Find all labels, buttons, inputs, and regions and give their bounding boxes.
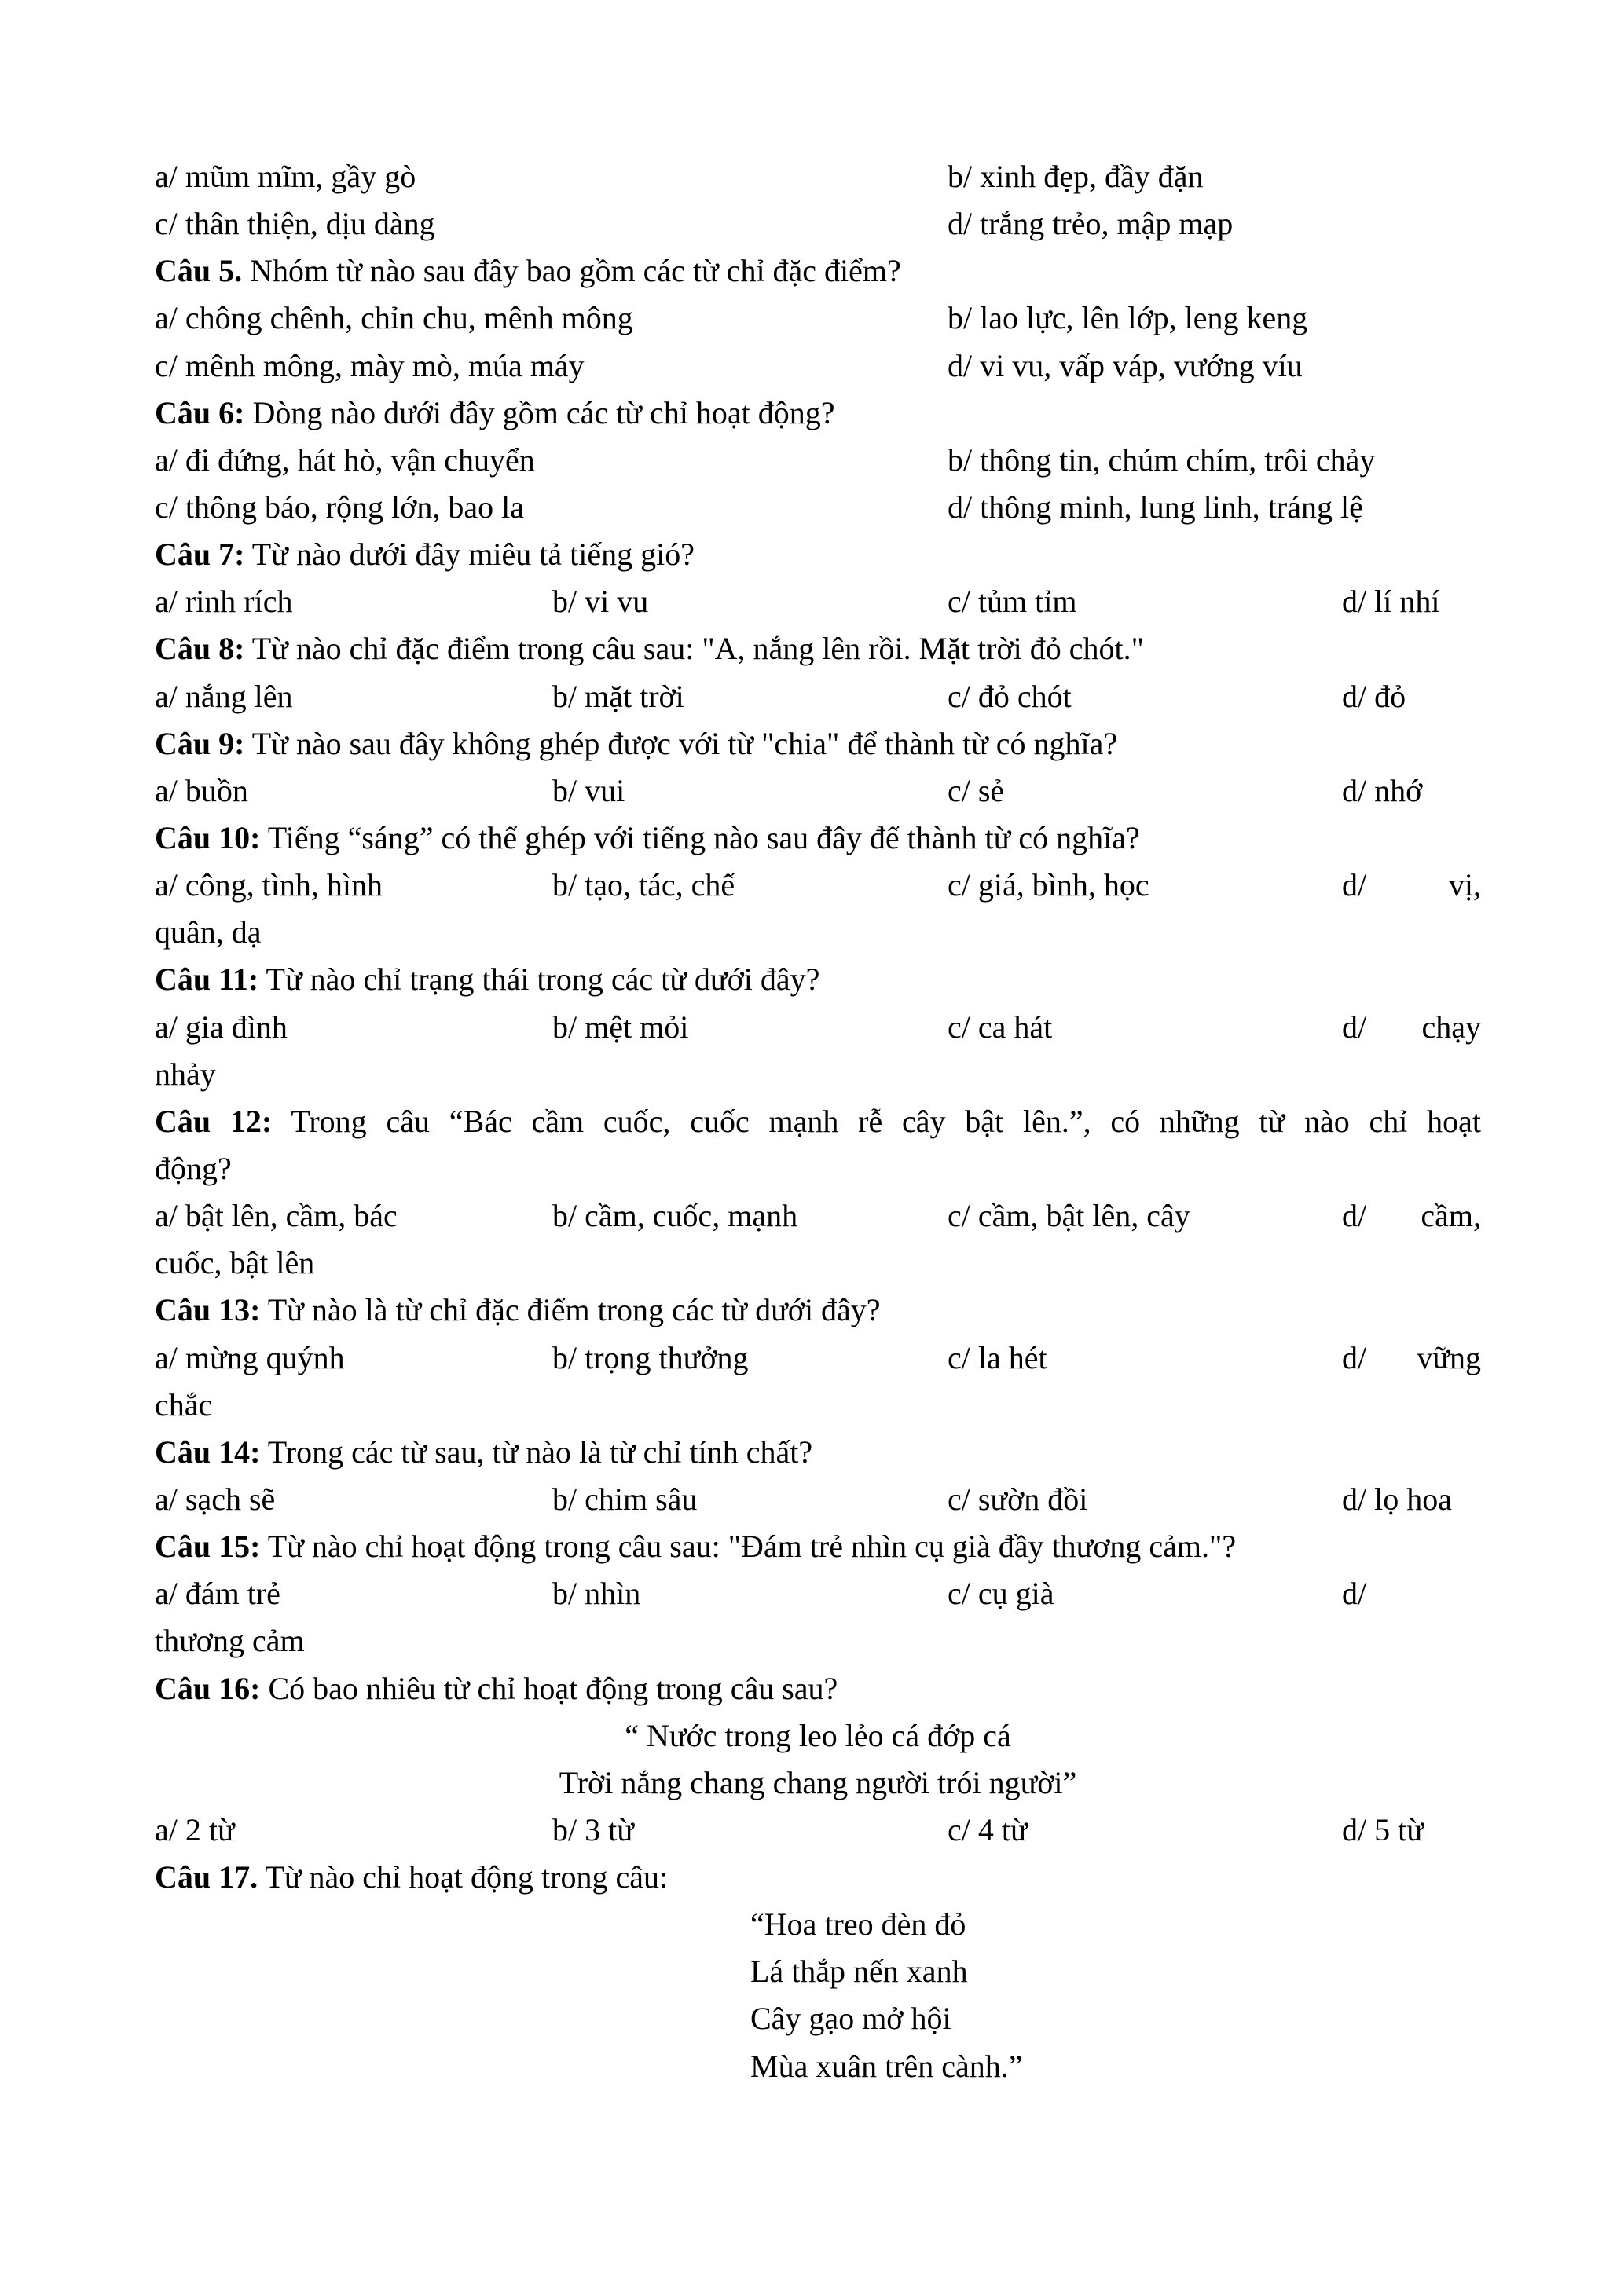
question-16-verse-line-2 xyxy=(0,1760,1624,1807)
option-a: a/ đám trẻ xyxy=(155,1576,280,1612)
question-text: Từ nào là từ chỉ đặc điểm trong các từ dưới đây? xyxy=(267,1292,881,1328)
question-6-options-row-2 xyxy=(0,484,1624,531)
question-13-options-wrap xyxy=(0,1382,1624,1429)
question-text-continuation: động? xyxy=(155,1150,232,1186)
question-text: Từ nào chỉ trạng thái trong các từ dưới đây? xyxy=(266,961,820,998)
question-label: Câu 12: xyxy=(155,1103,273,1139)
option-d-marker: d/ xyxy=(1342,1576,1367,1612)
question-14-heading xyxy=(0,1429,1624,1476)
option-c: c/ ca hát xyxy=(948,1009,1053,1045)
option-b: b/ nhìn xyxy=(552,1576,641,1612)
question-6-heading xyxy=(0,390,1624,437)
option-c: c/ cụ già xyxy=(948,1576,1054,1612)
option-a: a/ 2 từ xyxy=(155,1811,235,1847)
question-label: Câu 6: xyxy=(155,394,245,430)
verse-line: Mùa xuân trên cành.” xyxy=(750,2048,1023,2084)
option-d-word: vị, xyxy=(1448,867,1481,903)
option-c: c/ sườn đồi xyxy=(948,1481,1088,1517)
question-16-options xyxy=(0,1807,1624,1854)
question-17-verse-line-2 xyxy=(0,1948,1624,1995)
option-c: c/ thông báo, rộng lớn, bao la xyxy=(155,489,524,525)
option-d: d/ 5 từ xyxy=(1342,1811,1424,1847)
option-d-word: vững xyxy=(1417,1339,1481,1375)
question-11-heading xyxy=(0,956,1624,1003)
question-8-options xyxy=(0,673,1624,720)
question-7-heading xyxy=(0,531,1624,578)
option-d-marker: d/ xyxy=(1342,1009,1367,1045)
question-9-options xyxy=(0,767,1624,815)
option-b: b/ 3 từ xyxy=(552,1811,634,1847)
verse-line: “Hoa treo đèn đỏ xyxy=(750,1906,966,1943)
option-d-word: cầm, xyxy=(1421,1198,1481,1234)
question-11-options-wrap xyxy=(0,1051,1624,1098)
question-12-options-wrap xyxy=(0,1240,1624,1287)
question-9-heading xyxy=(0,720,1624,767)
question-label: Câu 17. xyxy=(155,1859,258,1895)
verse-line: Trời nắng chang chang người trói người” xyxy=(559,1764,1077,1800)
option-a: a/ sạch sẽ xyxy=(155,1481,276,1517)
option-b: b/ lao lực, lên lớp, leng keng xyxy=(948,300,1308,336)
question-7-options xyxy=(0,578,1624,625)
option-b: b/ trọng thưởng xyxy=(552,1339,749,1375)
option-d-continuation: cuốc, bật lên xyxy=(155,1245,315,1281)
question-text: Trong câu “Bác cầm cuốc, cuốc mạnh rễ cây bật lên.”, có những từ nào chỉ hoạt xyxy=(291,1103,1482,1139)
question-text: Dòng nào dưới đây gồm các từ chỉ hoạt động? xyxy=(252,394,835,430)
question-5-options-row-1 xyxy=(0,295,1624,342)
option-d xyxy=(1342,1004,1481,1051)
question-17-verse-line-4 xyxy=(0,2043,1624,2090)
question-8-heading xyxy=(0,625,1624,672)
option-c: c/ cầm, bật lên, cây xyxy=(948,1198,1190,1234)
question-text: Từ nào chỉ hoạt động trong câu sau: "Đám trẻ nhìn cụ già đầy thương cảm."? xyxy=(267,1529,1237,1565)
option-a: a/ rinh rích xyxy=(155,584,293,620)
verse-line: “ Nước trong leo lẻo cá đớp cá xyxy=(625,1717,1011,1753)
question-16-verse-line-1 xyxy=(0,1712,1624,1760)
question-label: Câu 11: xyxy=(155,961,259,998)
option-a: a/ mừng quýnh xyxy=(155,1339,345,1375)
question-label: Câu 7: xyxy=(155,536,245,573)
option-d-continuation: nhảy xyxy=(155,1056,216,1092)
option-d-marker: d/ xyxy=(1342,1339,1367,1375)
question-10-options-wrap xyxy=(0,909,1624,956)
option-c: c/ 4 từ xyxy=(948,1811,1028,1847)
option-d-marker: d/ xyxy=(1342,1198,1367,1234)
option-c: c/ giá, bình, học xyxy=(948,867,1149,903)
question-text: Từ nào chỉ hoạt động trong câu: xyxy=(265,1859,669,1895)
question-15-heading xyxy=(0,1523,1624,1570)
question-17-verse-line-1 xyxy=(0,1901,1624,1948)
option-d: d/ vi vu, vấp váp, vướng víu xyxy=(948,347,1303,383)
question-text: Có bao nhiêu từ chỉ hoạt động trong câu sau? xyxy=(268,1670,838,1706)
question-12-heading-wrap xyxy=(0,1145,1624,1192)
question-5-options-row-2 xyxy=(0,342,1624,390)
question-text: Từ nào chỉ đặc điểm trong câu sau: "A, nắng lên rồi. Mặt trời đỏ chót." xyxy=(251,631,1144,667)
option-d-word: chạy xyxy=(1421,1009,1481,1045)
question-5-heading xyxy=(0,247,1624,295)
option-b: b/ vi vu xyxy=(552,584,649,620)
question-label: Câu 15: xyxy=(155,1529,261,1565)
question-label: Câu 16: xyxy=(155,1670,261,1706)
option-d: d/ nhớ xyxy=(1342,772,1423,808)
verse-line: Lá thắp nến xanh xyxy=(750,1954,968,1990)
question-text: Nhóm từ nào sau đây bao gồm các từ chỉ đặc điểm? xyxy=(250,253,901,289)
question-4-options-row-1 xyxy=(0,153,1624,200)
question-17-verse-line-3 xyxy=(0,1995,1624,2042)
question-text: Tiếng “sáng” có thể ghép với tiếng nào sau đây để thành từ có nghĩa? xyxy=(267,819,1140,855)
question-15-options xyxy=(0,1570,1624,1617)
option-a: a/ chông chênh, chỉn chu, mênh mông xyxy=(155,300,633,336)
question-11-options xyxy=(0,1004,1624,1051)
option-b: b/ mệt mỏi xyxy=(552,1009,689,1045)
option-d xyxy=(1342,1192,1481,1240)
question-12-options xyxy=(0,1192,1624,1240)
option-d xyxy=(1342,862,1481,909)
option-d-marker: d/ xyxy=(1342,867,1367,903)
option-b: b/ thông tin, chúm chím, trôi chảy xyxy=(948,441,1376,478)
question-10-heading xyxy=(0,815,1624,862)
option-d-continuation: chắc xyxy=(155,1386,213,1423)
question-text: Trong các từ sau, từ nào là từ chỉ tính chất? xyxy=(267,1434,813,1470)
question-10-options xyxy=(0,862,1624,909)
question-label: Câu 5. xyxy=(155,253,243,289)
option-a: a/ mũm mĩm, gầy gò xyxy=(155,159,416,194)
question-15-options-wrap xyxy=(0,1617,1624,1664)
option-c: c/ đỏ chót xyxy=(948,678,1072,714)
question-4-options-row-2 xyxy=(0,200,1624,247)
option-a: a/ nắng lên xyxy=(155,678,293,714)
question-12-heading xyxy=(0,1098,1624,1145)
worksheet-page xyxy=(0,153,1624,2090)
question-16-heading xyxy=(0,1665,1624,1712)
option-a: a/ công, tình, hình xyxy=(155,867,383,903)
option-b: b/ chim sâu xyxy=(552,1481,698,1517)
option-b: b/ mặt trời xyxy=(552,678,684,714)
option-d: d/ trắng trẻo, mập mạp xyxy=(948,206,1234,242)
question-text: Từ nào dưới đây miêu tả tiếng gió? xyxy=(251,536,695,573)
option-a: a/ gia đình xyxy=(155,1009,288,1045)
question-label: Câu 14: xyxy=(155,1434,261,1470)
option-c: c/ la hét xyxy=(948,1339,1047,1375)
option-d: d/ lọ hoa xyxy=(1342,1481,1452,1517)
option-c: c/ tủm tỉm xyxy=(948,584,1077,620)
option-b: b/ vui xyxy=(552,772,625,808)
question-13-options xyxy=(0,1335,1624,1382)
option-a: a/ buồn xyxy=(155,772,248,808)
option-b: b/ xinh đẹp, đầy đặn xyxy=(948,159,1204,194)
option-d: d/ đỏ xyxy=(1342,678,1406,714)
question-label: Câu 8: xyxy=(155,631,245,667)
question-text: Từ nào sau đây không ghép được với từ "chia" để thành từ có nghĩa? xyxy=(251,725,1118,761)
question-6-options-row-1 xyxy=(0,437,1624,484)
question-label: Câu 9: xyxy=(155,725,245,761)
option-c: c/ mênh mông, mày mò, múa máy xyxy=(155,347,585,383)
option-d-continuation: quân, dạ xyxy=(155,914,262,950)
option-d: d/ thông minh, lung linh, tráng lệ xyxy=(948,489,1363,525)
option-a: a/ đi đứng, hát hò, vận chuyển xyxy=(155,441,535,478)
option-c: c/ thân thiện, dịu dàng xyxy=(155,206,435,242)
option-d-continuation: thương cảm xyxy=(155,1623,305,1659)
option-b: b/ cầm, cuốc, mạnh xyxy=(552,1198,798,1234)
option-a: a/ bật lên, cầm, bác xyxy=(155,1198,398,1234)
question-13-heading xyxy=(0,1287,1624,1334)
verse-line: Cây gạo mở hội xyxy=(750,2001,951,2037)
question-label: Câu 13: xyxy=(155,1292,261,1328)
option-b: b/ tạo, tác, chế xyxy=(552,867,735,903)
question-label: Câu 10: xyxy=(155,819,261,855)
question-17-heading xyxy=(0,1854,1624,1901)
option-d xyxy=(1342,1335,1481,1382)
question-14-options xyxy=(0,1476,1624,1523)
option-c: c/ sẻ xyxy=(948,772,1005,808)
option-d: d/ lí nhí xyxy=(1342,584,1440,620)
